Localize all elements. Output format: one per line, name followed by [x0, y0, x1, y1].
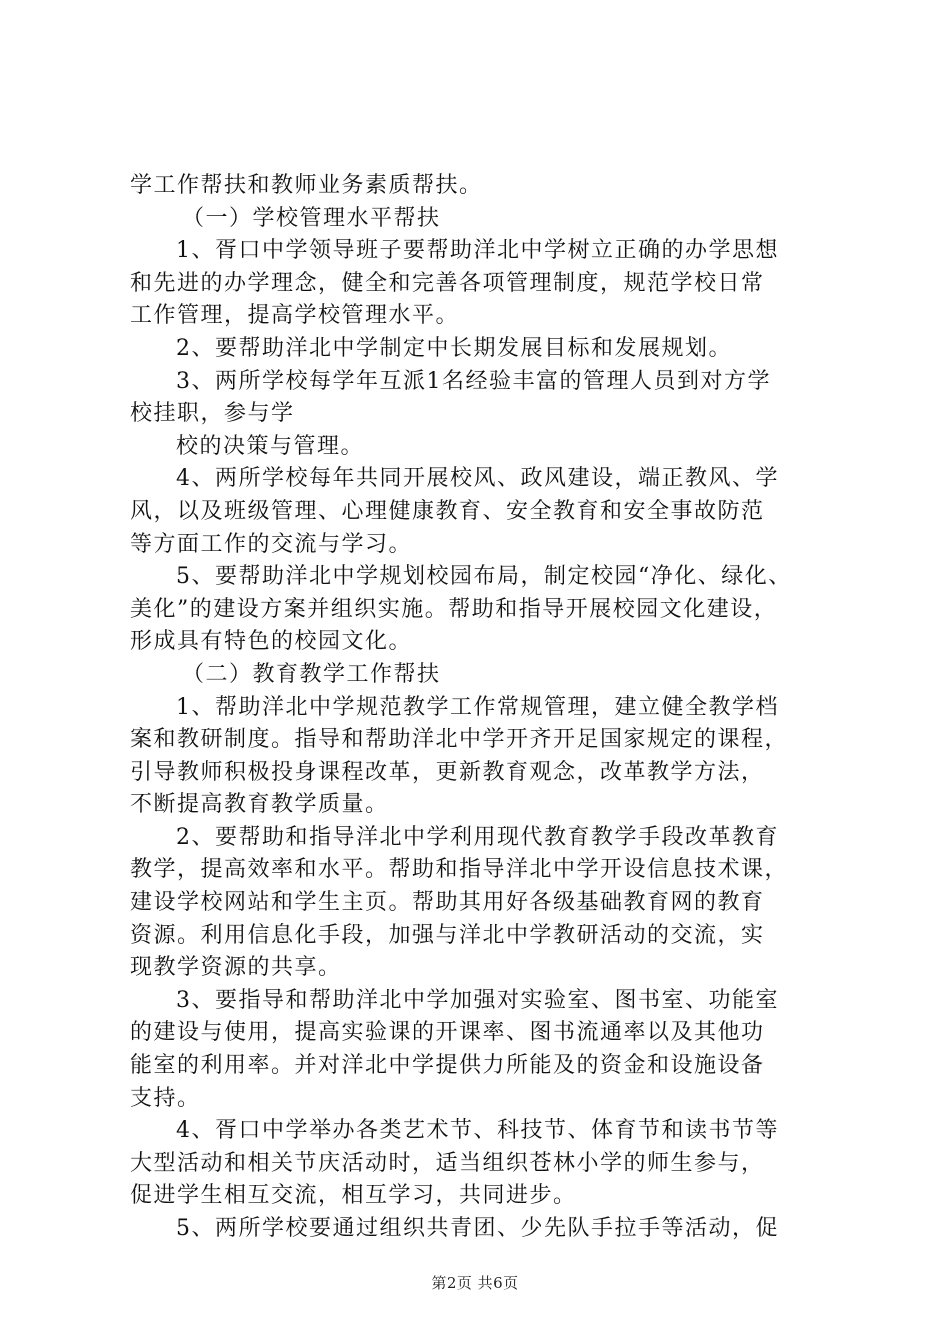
- paragraph-start: 1、帮助洋北中学规范教学工作常规管理，建立健全教学档: [176, 694, 779, 720]
- text-line: 支持。: [130, 1085, 201, 1111]
- text-line: 资源。利用信息化手段，加强与洋北中学教研活动的交流，实: [130, 922, 765, 948]
- text-line: 教学，提高效率和水平。帮助和指导洋北中学开设信息技术课，: [130, 857, 789, 883]
- text-line: 大型活动和相关节庆活动时，适当组织苍林小学的师生参与，: [130, 1150, 765, 1176]
- paragraph-start: 3、要指导和帮助洋北中学加强对实验室、图书室、功能室: [176, 987, 779, 1013]
- text-line: 案和教研制度。指导和帮助洋北中学开齐开足国家规定的课程，: [130, 727, 789, 753]
- text-line: 学工作帮扶和教师业务素质帮扶。: [130, 173, 483, 198]
- text-line: 促进学生相互交流，相互学习，共同进步。: [130, 1183, 577, 1209]
- paragraph-start: 3、两所学校每学年互派1名经验丰富的管理人员到对方学: [176, 368, 771, 394]
- text-line: 风，以及班级管理、心理健康教育、安全教育和安全事故防范: [130, 498, 765, 524]
- text-line: 校挂职，参与学: [130, 401, 295, 427]
- text-line: 建设学校网站和学生主页。帮助其用好各级基础教育网的教育: [130, 890, 765, 916]
- text-line: 不断提高教育教学质量。: [130, 792, 389, 818]
- page-number-footer: 第2页 共6页: [431, 1274, 519, 1292]
- text-line: 引导教师积极投身课程改革，更新教育观念，改革教学方法，: [130, 759, 765, 785]
- paragraph-start: 5、两所学校要通过组织共青团、少先队手拉手等活动，促: [176, 1216, 779, 1241]
- text-line: 的建设与使用，提高实验课的开课率、图书流通率以及其他功: [130, 1020, 765, 1046]
- section-heading: （一）学校管理水平帮扶: [182, 205, 441, 231]
- paragraph-start: 4、胥口中学举办各类艺术节、科技节、体育节和读书节等: [176, 1118, 779, 1144]
- paragraph-start: 5、要帮助洋北中学规划校园布局，制定校园“净化、绿化、: [176, 564, 792, 590]
- paragraph-start: 1、胥口中学领导班子要帮助洋北中学树立正确的办学思想: [176, 238, 779, 264]
- text-line: 工作管理，提高学校管理水平。: [130, 303, 460, 329]
- text-line: 等方面工作的交流与学习。: [130, 531, 413, 557]
- paragraph-start: 4、两所学校每年共同开展校风、政风建设，端正教风、学: [176, 466, 779, 492]
- document-body: [130, 170, 830, 1246]
- text-line: 和先进的办学理念，健全和完善各项管理制度，规范学校日常: [130, 270, 765, 296]
- paragraph-start: 2、要帮助洋北中学制定中长期发展目标和发展规划。: [176, 335, 732, 361]
- text-line: 美化”的建设方案并组织实施。帮助和指导开展校园文化建设，: [130, 596, 778, 622]
- text-line: 现教学资源的共享。: [130, 955, 342, 981]
- paragraph-start: 2、要帮助和指导洋北中学利用现代教育教学手段改革教育: [176, 824, 779, 850]
- text-line: 校的决策与管理。: [176, 433, 365, 459]
- text-line: 形成具有特色的校园文化。: [130, 629, 413, 655]
- text-line: 能室的利用率。并对洋北中学提供力所能及的资金和设施设备: [130, 1053, 765, 1079]
- section-heading: （二）教育教学工作帮扶: [182, 661, 441, 687]
